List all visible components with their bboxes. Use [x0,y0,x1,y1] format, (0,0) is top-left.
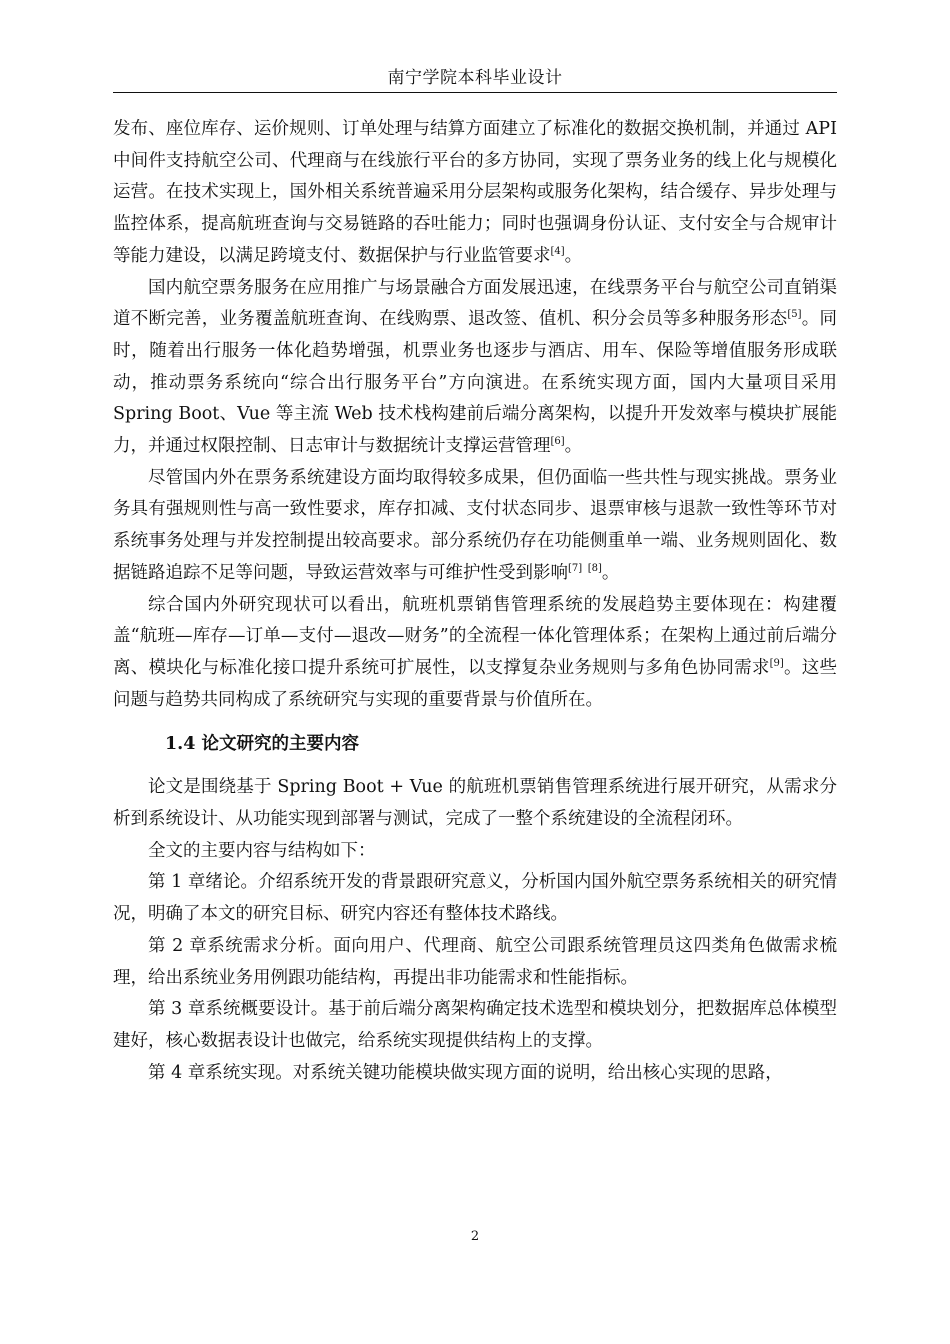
paragraph-5: 论文是围绕基于 Spring Boot + Vue 的航班机票销售管理系统进行展开研究，从需求分析到系统设计、从功能实现到部署与测试，完成了一整个系统建设的全流程闭环。 [113,777,837,830]
paragraph-3-text: 尽管国内外在票务系统建设方面均取得较多成果，但仍面临一些共性与现实挑战。票务业务具有强规则性与高一致性要求，库存扣减、支付状态同步、退票审核与退款一致性等环节对系统事务处理与并发控制提出较高要求。部分系统仍存在功能侧重单一端、业务规则固化、数据链路追踪不足等问题，导致运营效率与可维护性受到影响 [113,467,837,583]
paragraph-chapter-1: 第 1 章绪论。介绍系统开发的背景跟研究意义，分析国内国外航空票务系统相关的研究情况，明确了本文的研究目标、研究内容还有整体技术路线。 [113,872,837,925]
citation-9: [9] [769,657,784,669]
citation-4: [4] [550,245,565,257]
citation-7: [7] [568,562,583,574]
paragraph-4 [113,590,837,717]
paragraph-4-part2: 。这些问题与趋势共同构成了系统研究与实现的重要背景与价值所在。 [113,657,838,710]
paragraph-1 [113,114,837,273]
page-number: 2 [470,1229,480,1244]
paragraph-3 [113,463,837,590]
paragraph-3-tail: 。 [601,562,620,583]
paragraph-2-part1: 国内航空票务服务在应用推广与场景融合方面发展迅速，在线票务平台与航空公司直销渠道不断完善，业务覆盖航班查询、在线购票、退改签、值机、积分会员等多种服务形态 [113,277,837,330]
document-body [113,114,837,1089]
paragraph-chapter-3: 第 3 章系统概要设计。基于前后端分离架构确定技术选型和模块划分，把数据库总体模型建好，核心数据表设计也做完，给系统实现提供结构上的支撑。 [113,999,837,1051]
paragraph-chapter-4: 第 4 章系统实现。对系统关键功能模块做实现方面的说明，给出核心实现的思路， [148,1062,783,1083]
citation-8: [8] [587,562,602,574]
paragraph-4-part1: 综合国内外研究现状可以看出，航班机票销售管理系统的发展趋势主要体现在：构建覆盖“航班—库存—订单—支付—退改—财务”的全流程一体化管理体系；在架构上通过前后端分离、模块化与标准化接口提升系统可扩展性，以支撑复杂业务规则与多角色协同需求 [113,594,837,678]
paragraph-2 [113,273,837,463]
citation-5: [5] [787,309,802,321]
section-heading-1-4: 1.4 论文研究的主要内容 [165,734,360,755]
paragraph-1-text: 发布、座位库存、运价规则、订单处理与结算方面建立了标准化的数据交换机制，并通过 API 中间件支持航空公司、代理商与在线旅行平台的多方协同，实现了票务业务的线上化与规模化运营。在技术实现上，国外相关系统普遍采用分层架构或服务化架构，结合缓存、异步处理与监控体系，提高航班查询与交易链路的吞吐能力；同时也强调身份认证、支付安全与合规审计等能力建设，以满足跨境支付、数据保护与行业监管要求 [113,119,837,266]
paragraph-1-tail: 。 [564,245,583,266]
paragraph-chapter-2: 第 2 章系统需求分析。面向用户、代理商、航空公司跟系统管理员这四类角色做需求梳理，给出系统业务用例跟功能结构，再提出非功能需求和性能指标。 [113,935,837,988]
paragraph-6: 全文的主要内容与结构如下： [148,840,376,861]
citation-6: [6] [550,436,565,448]
page-header-title: 南宁学院本科毕业设计 [387,68,563,88]
paragraph-2-part2: 。同时，随着出行服务一体化趋势增强，机票业务也逐步与酒店、用车、保险等增值服务形成联动，推动票务系统向“综合出行服务平台”方向演进。在系统实现方面，国内大量项目采用 Spring Boot、Vue 等主流 Web 技术栈构建前后端分离架构，以提升开发效率与模块扩展能力，并通过权限控制、日志审计与数据统计支撑运营管理 [113,309,838,457]
paragraph-2-tail: 。 [564,436,583,457]
header-divider [113,92,837,93]
